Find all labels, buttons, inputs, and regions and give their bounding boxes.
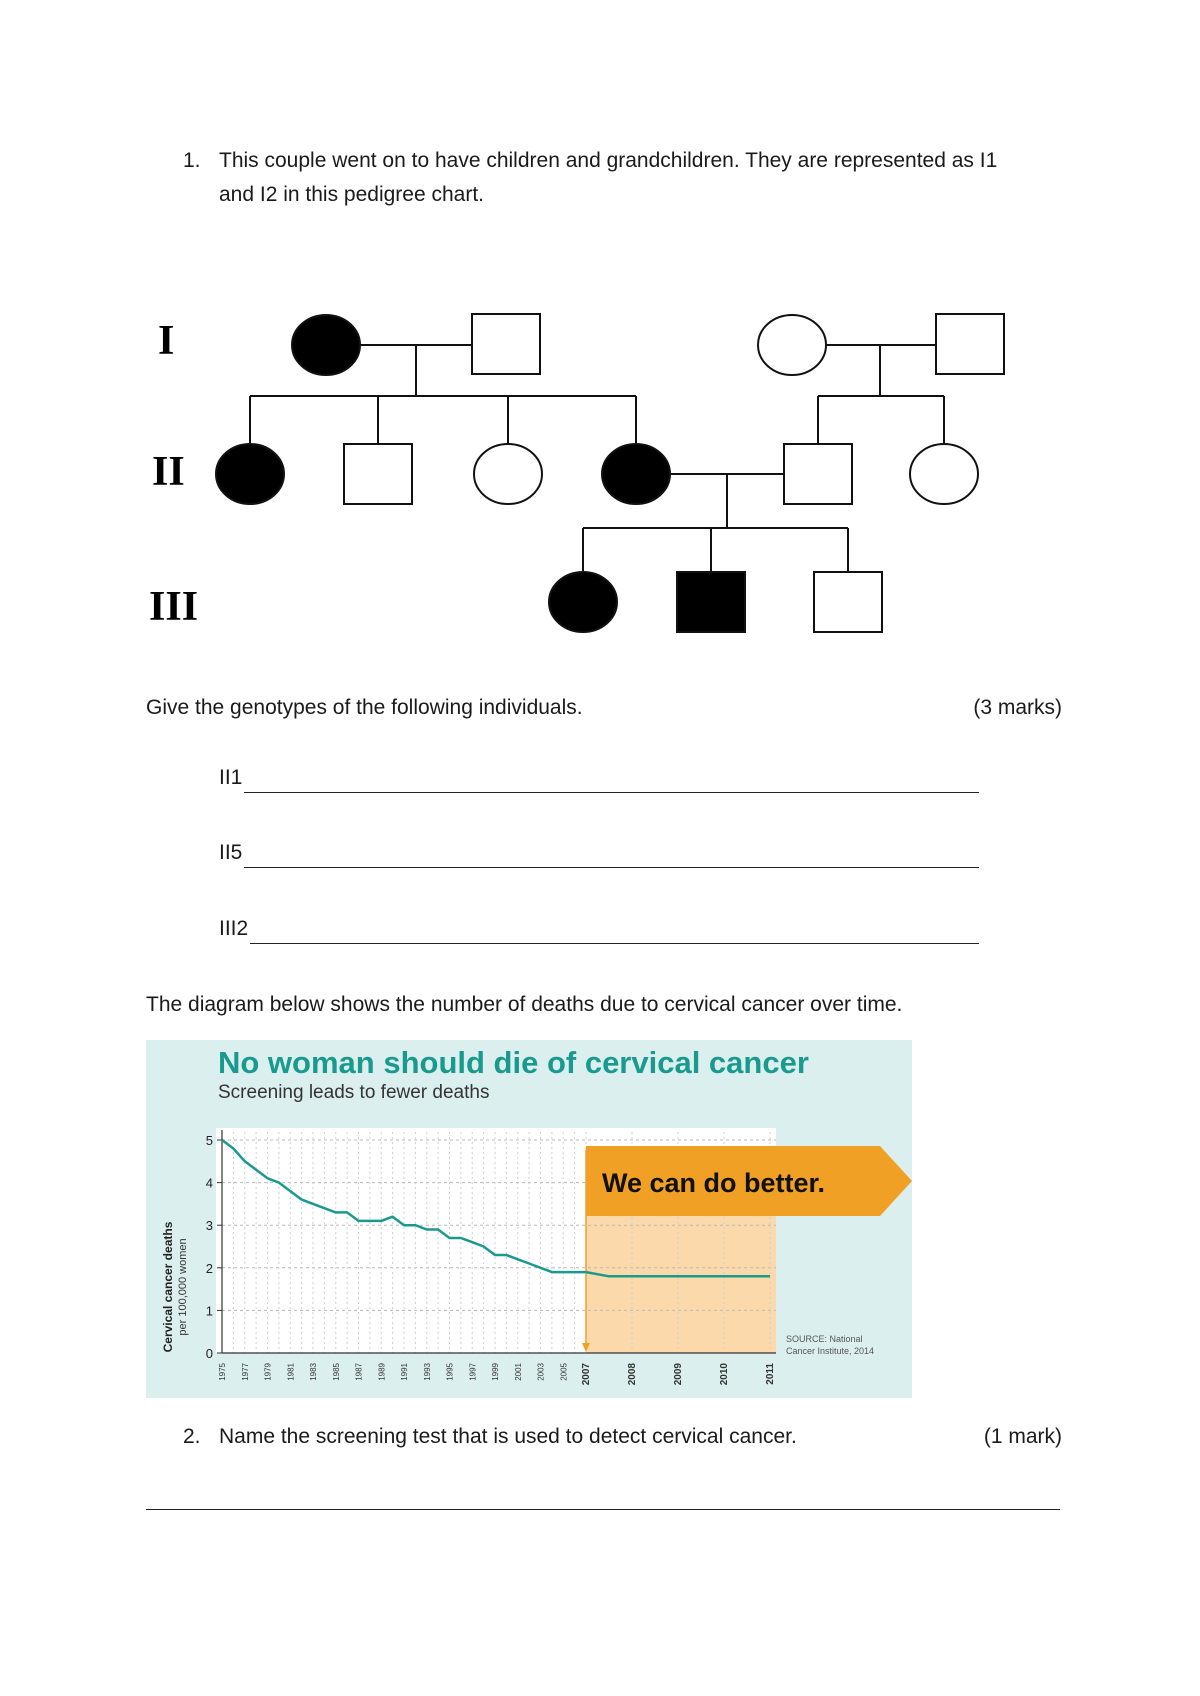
y-tick-label: 1 (205, 1303, 213, 1319)
generation-label-I: I (158, 318, 175, 364)
individual-II2 (344, 444, 412, 504)
answer-label-III2: III2 (219, 917, 249, 940)
y-axis-label-units: per 100,000 women (177, 1238, 189, 1336)
answer-blank-II1[interactable] (244, 770, 979, 793)
pedigree-chart (0, 300, 1200, 660)
x-tick-label: 1999 (491, 1363, 500, 1381)
individual-I4 (936, 314, 1004, 374)
cervical-cancer-infographic (146, 1040, 912, 1398)
x-tick-label: 1995 (445, 1363, 455, 1381)
highlight-region (586, 1216, 776, 1353)
answer-line-question-2[interactable] (146, 1509, 1060, 1510)
y-tick-label: 3 (205, 1218, 213, 1234)
x-tick-label: 2001 (513, 1363, 523, 1381)
source-line-2: Cancer Institute, 2014 (786, 1346, 875, 1356)
y-tick-label: 0 (205, 1346, 213, 1361)
infographic-subtitle: Screening leads to fewer deaths (218, 1082, 490, 1103)
individual-II1 (216, 444, 284, 504)
individual-II4 (602, 444, 670, 504)
x-tick-label: 2003 (536, 1363, 546, 1381)
x-tick-label: 2009 (673, 1363, 684, 1386)
answer-blank-III2[interactable] (250, 921, 979, 944)
x-tick-label: 2008 (627, 1363, 638, 1386)
generation-label-II: II (152, 449, 185, 495)
x-tick-label: 2007 (581, 1363, 592, 1386)
individual-II6 (910, 444, 978, 504)
individual-I2 (472, 314, 540, 374)
diagram-intro: The diagram below shows the number of deaths due to cervical cancer over time. (146, 993, 903, 1016)
genotype-marks: (3 marks) (973, 696, 1062, 719)
x-tick-label: 2011 (765, 1363, 776, 1385)
x-tick-label: 1983 (309, 1363, 318, 1381)
question-2-marks: (1 mark) (983, 1425, 1062, 1448)
individual-I1 (292, 315, 360, 375)
answer-label-II1: II1 (219, 766, 243, 789)
answer-label-II5: II5 (219, 841, 243, 864)
individual-II3 (474, 444, 542, 504)
question-2-number: 2. (183, 1425, 201, 1448)
x-tick-label: 2005 (559, 1363, 569, 1381)
x-tick-label: 1987 (354, 1363, 364, 1381)
x-tick-label: 1989 (377, 1363, 387, 1381)
answer-line-II1[interactable] (219, 763, 979, 793)
question-2-text: Name the screening test that is used to detect cervical cancer. (219, 1425, 797, 1448)
x-tick-label: 1991 (400, 1363, 409, 1381)
individual-III3 (814, 572, 882, 632)
y-axis-label: Cervical cancer deaths (161, 1221, 175, 1353)
individual-II5 (784, 444, 852, 504)
question-1-line-1: This couple went on to have children and grandchildren. They are represented as I1 (219, 149, 998, 172)
answer-line-III2[interactable] (219, 914, 979, 944)
individual-I3 (758, 315, 826, 375)
individual-III2 (677, 572, 745, 632)
banner-text: We can do better. (602, 1168, 826, 1198)
answer-blank-II5[interactable] (244, 845, 979, 868)
source-line-1: SOURCE: National (786, 1334, 863, 1344)
question-1-line-2: and I2 in this pedigree chart. (219, 183, 485, 206)
x-tick-label: 1977 (240, 1363, 250, 1381)
x-tick-label: 1993 (422, 1363, 432, 1381)
x-tick-label: 1997 (468, 1363, 478, 1381)
question-1-number: 1. (183, 149, 201, 172)
y-tick-label: 2 (205, 1260, 213, 1276)
genotype-prompt: Give the genotypes of the following individuals. (146, 696, 583, 719)
banner-arrow (586, 1146, 912, 1216)
x-tick-label: 1981 (286, 1363, 296, 1381)
infographic-title: No woman should die of cervical cancer (218, 1045, 809, 1080)
x-tick-label: 1979 (263, 1363, 273, 1381)
generation-label-III: III (149, 584, 199, 630)
y-tick-label: 4 (205, 1175, 213, 1191)
x-tick-label: 1985 (331, 1363, 341, 1381)
individual-III1 (549, 572, 617, 632)
answer-line-II5[interactable] (219, 838, 979, 868)
x-tick-label: 1975 (218, 1363, 227, 1381)
y-tick-label: 5 (205, 1133, 213, 1148)
x-tick-label: 2010 (719, 1363, 730, 1386)
